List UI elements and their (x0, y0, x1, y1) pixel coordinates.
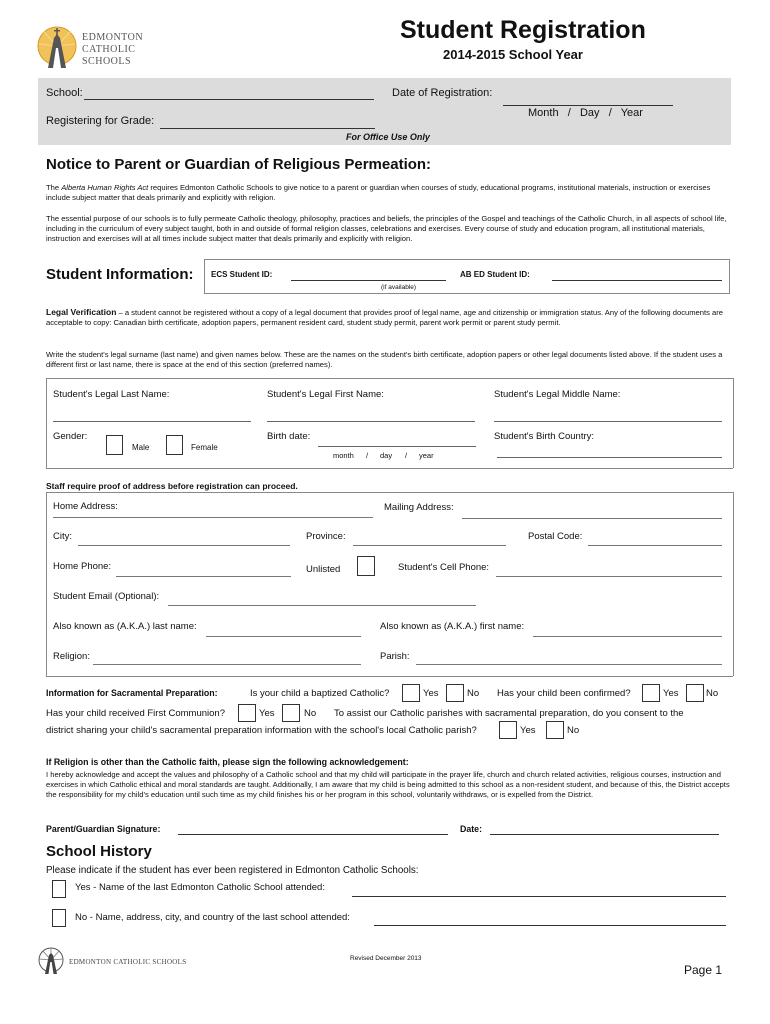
confirmed-no-label: No (706, 688, 719, 699)
history-no-label: No - Name, address, city, and country of the last school attended: (75, 912, 350, 923)
footer-logo-icon (38, 946, 64, 976)
staff-note: Staff require proof of address before registration can proceed. (46, 481, 298, 491)
baptized-yes-label: Yes (423, 688, 439, 699)
city-field[interactable] (78, 545, 290, 546)
email-field[interactable] (168, 605, 476, 606)
school-logo-icon (36, 24, 78, 72)
address-right (733, 492, 734, 676)
ecs-id-label: ECS Student ID: (211, 270, 273, 279)
grade-field[interactable] (160, 128, 375, 129)
city-label: City: (53, 531, 72, 542)
page-subtitle: 2014-2015 School Year (443, 47, 583, 62)
signature-date-field[interactable] (490, 834, 719, 835)
communion-no-checkbox[interactable] (282, 704, 300, 722)
birth-date-field[interactable] (318, 446, 476, 447)
religion-label: Religion: (53, 651, 90, 662)
signature-field[interactable] (178, 834, 448, 835)
home-phone-label: Home Phone: (53, 561, 112, 572)
aka-first-label: Also known as (A.K.A.) first name: (380, 621, 525, 632)
date-of-registration-label: Date of Registration: (392, 87, 493, 99)
male-label: Male (132, 443, 150, 452)
logo-line-3: SCHOOLS (82, 56, 132, 67)
aka-first-field[interactable] (533, 636, 722, 637)
birth-format-year: year (419, 451, 434, 460)
grade-label: Registering for Grade: (46, 115, 155, 127)
address-left (46, 492, 47, 676)
female-label: Female (191, 443, 218, 452)
birth-country-label: Student's Birth Country: (494, 431, 595, 442)
confirmed-question: Has your child been confirmed? (497, 688, 631, 699)
grid-right (733, 378, 734, 468)
notice-para1-italic: Alberta Human Rights Act (61, 183, 149, 192)
abed-id-field[interactable] (552, 280, 722, 281)
logo-line-2: CATHOLIC (82, 44, 136, 55)
write-names-instructions: Write the student's legal surname (last name) and given names below. These are the names on the student's birth certificate, adoption papers or other legal documents listed above. If the student uses a different first or last name, there is space at the end of this section (preferred names). (46, 350, 723, 369)
confirmed-yes-label: Yes (663, 688, 679, 699)
notice-paragraph-1 (46, 183, 734, 203)
page-number: Page 1 (684, 963, 723, 977)
province-label: Province: (306, 531, 346, 542)
last-name-label: Student's Legal Last Name: (53, 389, 170, 400)
last-name-field[interactable] (53, 421, 251, 422)
ecs-id-field[interactable] (291, 280, 446, 281)
address-bottom (46, 676, 733, 677)
legal-verification-text: – a student cannot be registered without a copy of a legal document that provides proof of legal name, age and citizenship or immigration status. Any of the following documents are acceptable to copy: Canadian birth certificate, adoption papers, permanent resident card, student study permit, parent work permit or parent study permit. (46, 308, 723, 327)
home-address-field[interactable] (53, 517, 373, 518)
signature-label: Parent/Guardian Signature: (46, 824, 161, 834)
logo (36, 24, 156, 74)
baptized-question: Is your child a baptized Catholic? (250, 688, 390, 699)
signature-date-label: Date: (460, 824, 482, 834)
notice-paragraph-2: The essential purpose of our schools is to fully permeate Catholic theology, philosophy, practices and beliefs, the principles of the Gospel and teachings of the Catholic Church, in all aspects of school life, including in the curriculum of every subject taught, both in and outside of formal religion classes, celebrations and exercises. Every course of study and education program, all institutional materials, instruction and exercises will at all times include subject matter that deals primarily and explicitly with religion. (46, 214, 727, 243)
birth-format-sep-2: / (405, 451, 408, 460)
religion-ack-title: If Religion is other than the Catholic faith, please sign the following acknowledgement: (46, 757, 409, 767)
revised-date: Revised December 2013 (350, 955, 422, 962)
unlisted-label: Unlisted (306, 564, 341, 575)
consent-no-label: No (567, 725, 580, 736)
consent-question: To assist our Catholic parishes with sacramental preparation, do you consent to the (334, 708, 684, 719)
confirmed-no-checkbox[interactable] (686, 684, 704, 702)
grid-top (46, 378, 733, 379)
address-top (46, 492, 733, 493)
birth-date-label: Birth date: (267, 431, 311, 442)
legal-verification (46, 307, 734, 328)
communion-yes-checkbox[interactable] (238, 704, 256, 722)
communion-yes-label: Yes (259, 708, 275, 719)
communion-question: Has your child received First Communion? (46, 708, 225, 719)
grid-left (46, 378, 47, 468)
date-format-label: Month / Day / Year (528, 107, 643, 119)
baptized-no-label: No (467, 688, 480, 699)
baptized-yes-checkbox[interactable] (402, 684, 420, 702)
school-field[interactable] (84, 99, 374, 100)
cell-phone-label: Student's Cell Phone: (398, 562, 490, 573)
birth-format-month: month (333, 451, 354, 460)
communion-no-label: No (304, 708, 317, 719)
birth-country-field[interactable] (497, 457, 722, 458)
birth-format-sep-1: / (366, 451, 369, 460)
student-info-title: Student Information: (46, 266, 194, 283)
confirmed-yes-checkbox[interactable] (642, 684, 660, 702)
parish-field[interactable] (416, 664, 722, 665)
religion-ack-text: I hereby acknowledge and accept the values and philosophy of a Catholic school and that my child will participate in the prayer life, church and church related activities, religious courses, instruction and exercises in which Catholic ethical and moral standards are taught. Additionally, I am aware that my child is being admitted to this school as a non-resident student, and because of this, the District accepts the responsibility for my child's education until such time as my child finishes his or her program in this school, voluntarily withdraws, or is expelled from the District. (46, 770, 730, 799)
religion-field[interactable] (93, 664, 361, 665)
consent-question-2: district sharing your child's sacramental preparation information with the school's local Catholic parish? (46, 725, 477, 736)
male-checkbox[interactable] (106, 435, 123, 455)
mailing-address-field[interactable] (462, 518, 722, 519)
consent-yes-checkbox[interactable] (499, 721, 517, 739)
history-yes-checkbox[interactable] (52, 880, 66, 898)
mailing-address-label: Mailing Address: (384, 502, 454, 513)
female-checkbox[interactable] (166, 435, 183, 455)
postal-code-field[interactable] (588, 545, 722, 546)
school-history-prompt: Please indicate if the student has ever been registered in Edmonton Catholic Schools: (46, 865, 419, 876)
baptized-no-checkbox[interactable] (446, 684, 464, 702)
home-phone-field[interactable] (116, 576, 291, 577)
date-of-registration-field[interactable] (503, 105, 673, 106)
home-address-label: Home Address: (53, 501, 118, 512)
office-use-note: For Office Use Only (346, 132, 430, 142)
history-no-checkbox[interactable] (52, 909, 66, 927)
middle-name-field[interactable] (494, 421, 722, 422)
birth-format-day: day (380, 451, 393, 460)
school-label: School: (46, 87, 83, 99)
last-ecs-school-field[interactable] (352, 896, 726, 897)
aka-last-label: Also known as (A.K.A.) last name: (53, 621, 197, 632)
aka-last-field[interactable] (206, 636, 361, 637)
notice-para1-post: requires Edmonton Catholic Schools to give notice to a parent or guardian when courses of study, educational programs, institutional materials, instruction or exercises include subject matter that deals primarily and explicitly with religion. (46, 183, 711, 202)
ecs-id-note: (if available) (381, 284, 417, 291)
school-history-title: School History (46, 843, 152, 860)
email-label: Student Email (Optional): (53, 591, 160, 602)
page-title: Student Registration (400, 16, 646, 44)
legal-verification-title: Legal Verification (46, 307, 117, 317)
notice-para1-pre: The (46, 183, 62, 192)
middle-name-label: Student's Legal Middle Name: (494, 389, 621, 400)
consent-yes-label: Yes (520, 725, 536, 736)
province-field[interactable] (353, 545, 506, 546)
postal-code-label: Postal Code: (528, 531, 583, 542)
unlisted-checkbox[interactable] (357, 556, 375, 576)
history-yes-label: Yes - Name of the last Edmonton Catholic School attended: (75, 882, 325, 893)
first-name-label: Student's Legal First Name: (267, 389, 384, 400)
cell-phone-field[interactable] (496, 576, 722, 577)
abed-id-label: AB ED Student ID: (460, 270, 530, 279)
logo-line-1: EDMONTON (82, 32, 144, 43)
gender-label: Gender: (53, 431, 88, 442)
footer-logo-text: EDMONTON CATHOLIC SCHOOLS (69, 958, 187, 966)
sacramental-title: Information for Sacramental Preparation: (46, 688, 218, 698)
notice-title: Notice to Parent or Guardian of Religious Permeation: (46, 156, 432, 173)
first-name-field[interactable] (267, 421, 475, 422)
last-school-field[interactable] (374, 925, 726, 926)
grid-bottom (46, 468, 733, 469)
parish-label: Parish: (380, 651, 410, 662)
consent-no-checkbox[interactable] (546, 721, 564, 739)
